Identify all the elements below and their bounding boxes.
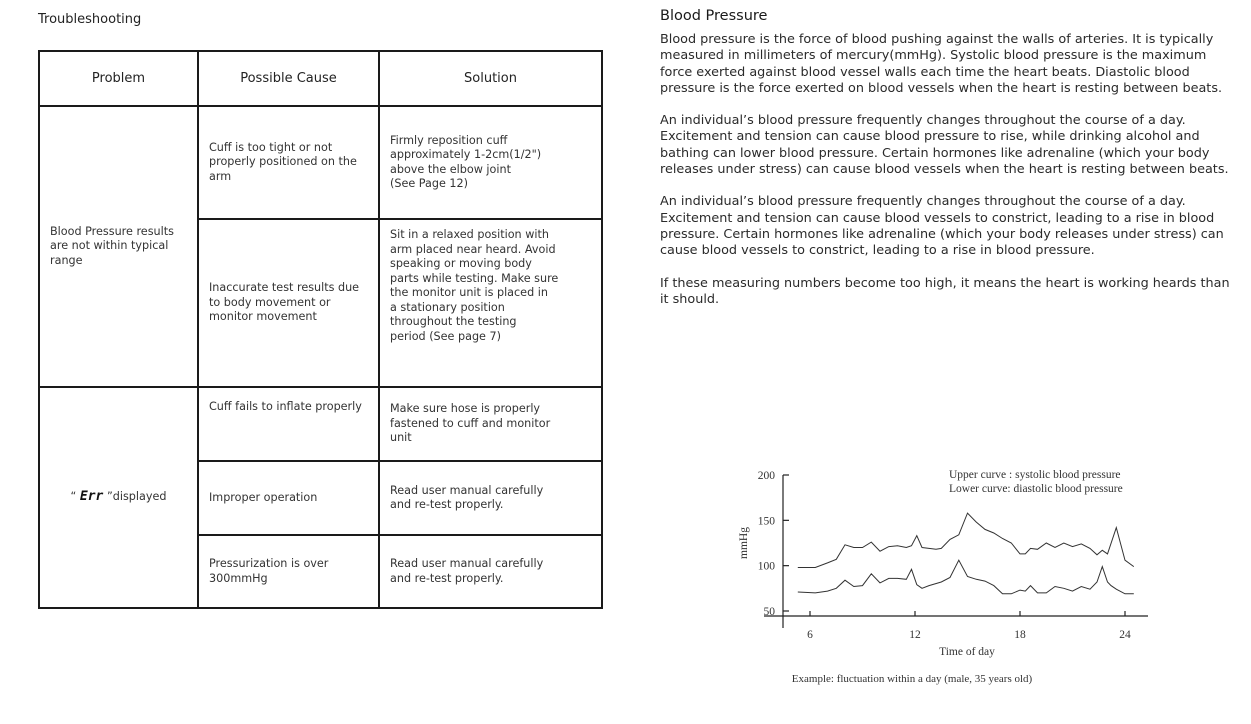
solution-line: approximately 1-2cm(1/2") <box>390 148 542 161</box>
solution-line: Read user manual carefully <box>390 557 544 570</box>
y-axis-label: mmHg <box>738 527 750 559</box>
table-row <box>39 106 602 219</box>
x-tick-label: 18 <box>1014 629 1026 641</box>
bp-fluctuation-chart <box>730 455 1160 695</box>
diastolic-line <box>798 560 1134 594</box>
quote-open: “ <box>70 490 80 504</box>
y-tick-label: 150 <box>757 515 775 528</box>
solution-line: above the elbow joint <box>390 162 511 176</box>
solution-line: and re-test properly. <box>390 571 504 585</box>
x-axis-label: Time of day <box>939 646 995 658</box>
solution-line: parts while testing. Make sure <box>390 271 559 285</box>
header-possible-cause: Possible Cause <box>198 51 379 106</box>
chart-caption: Example: fluctuation within a day (male, 35 years old) <box>791 673 1033 685</box>
solution-cell <box>379 219 602 387</box>
solution-line: Firmly reposition cuff <box>390 133 508 147</box>
solution-line: Sit in a relaxed position with <box>390 228 549 241</box>
y-tick-label: 100 <box>757 560 775 573</box>
header-solution: Solution <box>379 51 602 106</box>
x-tick-label: 24 <box>1119 629 1131 641</box>
problem-cell <box>39 387 198 608</box>
paragraph-constriction: An individual’s blood pressure frequently changes throughout the course of a day. Excitement and tension can cause blood vessels to constrict, leading to a rise in blood pressure. Certain hormones like adrenaline (which your body releases under stress) can cause blood vessels to constrict, leading to a rise in blood pressure. <box>660 194 1224 259</box>
troubleshooting-title: Troubleshooting <box>38 12 142 27</box>
problem-cell: Blood Pressure results are not within typical range <box>39 106 198 387</box>
solution-cell <box>379 106 602 219</box>
legend-diastolic: Lower curve: diastolic blood pressure <box>949 483 1123 495</box>
blood-pressure-title: Blood Pressure <box>660 8 768 24</box>
solution-line: Read user manual carefully <box>390 483 544 497</box>
y-tick-label: 50 <box>763 606 775 618</box>
solution-line: a stationary position <box>390 300 505 314</box>
x-tick-label: 12 <box>909 629 921 641</box>
header-problem: Problem <box>39 51 198 106</box>
solution-line: fastened to cuff and monitor <box>390 416 551 430</box>
solution-line: speaking or moving body <box>390 257 532 270</box>
y-tick-label: 200 <box>757 470 775 482</box>
solution-cell <box>379 461 602 535</box>
solution-line: Make sure hose is properly <box>390 402 541 416</box>
cause-cell: Cuff fails to inflate properly <box>198 387 379 461</box>
solution-cell <box>379 387 602 461</box>
solution-line: unit <box>390 431 412 445</box>
solution-cell <box>379 535 602 608</box>
table-header-row <box>39 51 602 106</box>
cause-cell: Inaccurate test results due to body movement or monitor movement <box>198 219 379 387</box>
cause-cell: Cuff is too tight or not properly positioned on the arm <box>198 106 379 219</box>
paragraph-definition: Blood pressure is the force of blood pushing against the walls of arteries. It is typically measured in millimeters of mercury(mmHg). Systolic blood pressure is the maximum force exerted against blood vessel walls each time the heart beats. Diastolic blood pressure is the force exerted on blood vessels when the heart is resting between beats. <box>660 32 1223 96</box>
paragraph-warning: If these measuring numbers become too high, it means the heart is working heards than it should. <box>660 275 1230 307</box>
solution-line: and re-test properly. <box>390 498 504 511</box>
solution-line: (See Page 12) <box>390 177 469 190</box>
err-code: Err <box>79 489 104 505</box>
cause-cell: Improper operation <box>198 461 379 535</box>
blood-pressure-section <box>660 8 1240 324</box>
solution-line: period (See page 7) <box>390 329 501 343</box>
displayed-label: ”displayed <box>103 490 167 504</box>
table-row <box>39 387 602 461</box>
paragraph-daily-changes: An individual’s blood pressure frequently changes throughout the course of a day. Excitement and tension can cause blood pressure to rise, while drinking alcohol and bathing can lower blood pressure. Certain hormones like adrenaline (which your body releases under stress) can cause blood vessels when the heart is resting between beats. <box>660 113 1229 178</box>
solution-line: arm placed near heard. Avoid <box>390 242 556 256</box>
cause-cell: Pressurization is over 300mmHg <box>198 535 379 608</box>
systolic-line <box>798 513 1134 567</box>
x-tick-label: 6 <box>807 629 813 641</box>
troubleshooting-table <box>38 50 603 609</box>
solution-line: the monitor unit is placed in <box>390 286 548 299</box>
solution-line: throughout the testing <box>390 315 517 328</box>
legend-systolic: Upper curve : systolic blood pressure <box>949 469 1121 481</box>
